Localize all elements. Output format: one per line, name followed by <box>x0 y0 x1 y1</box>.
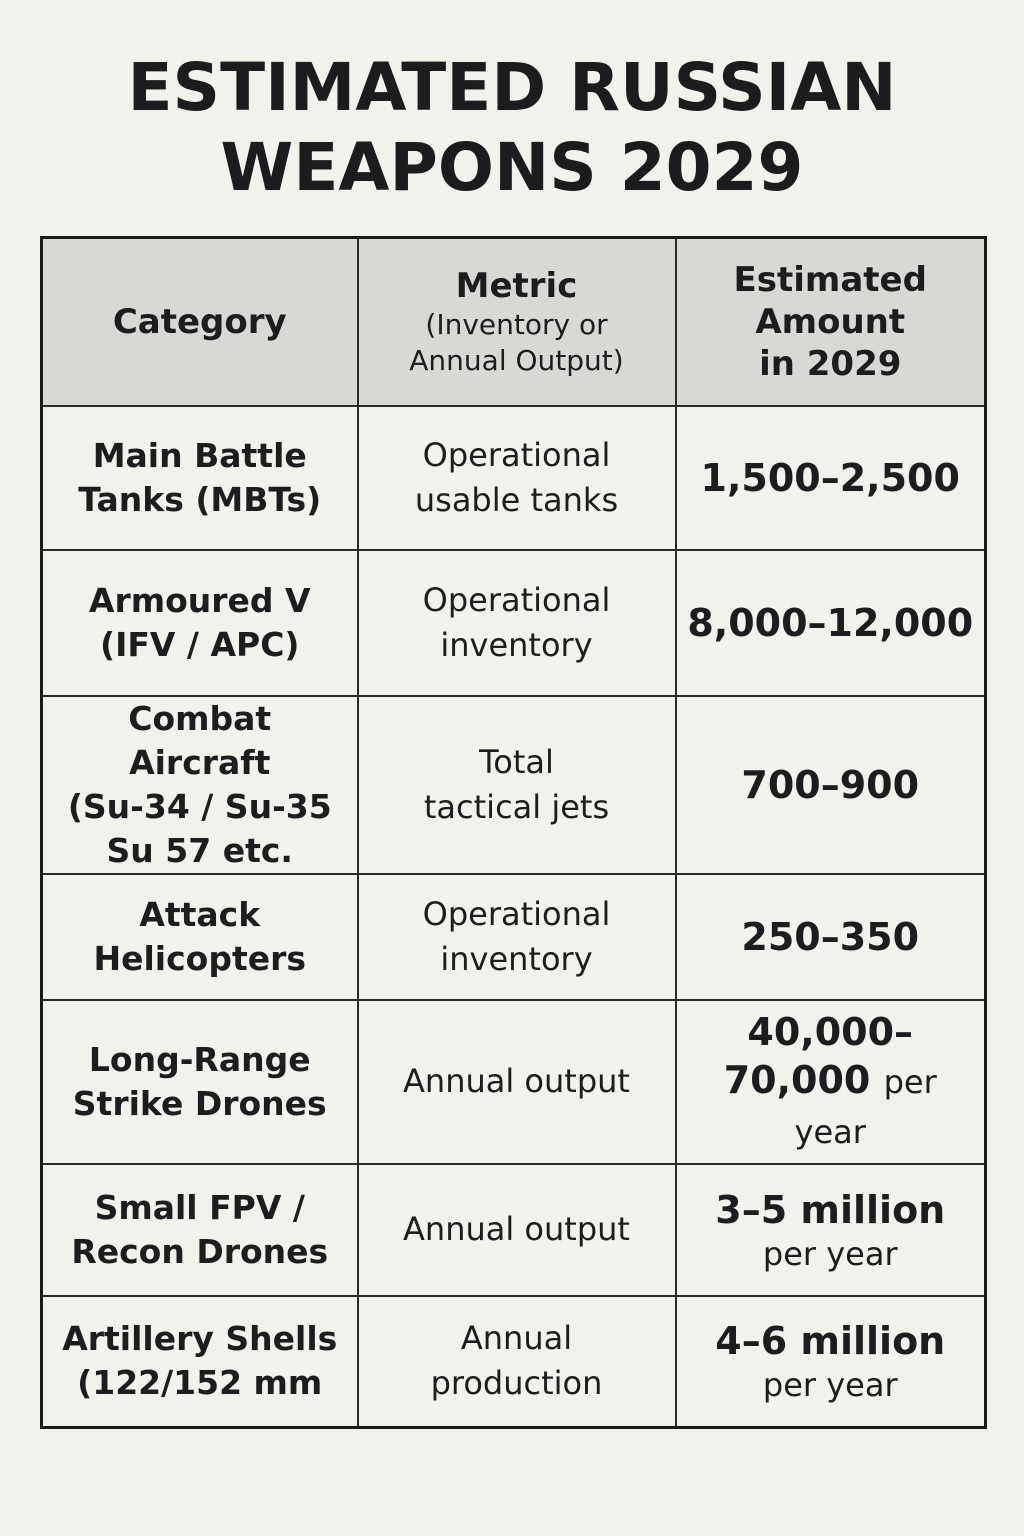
header-metric-sub-2: Annual Output) <box>409 343 624 377</box>
metric-cell <box>358 1000 676 1164</box>
header-metric-sub-1: (Inventory or <box>425 307 608 341</box>
metric-line: tactical jets <box>423 787 610 826</box>
amount-value: 4–6 million <box>715 1319 946 1364</box>
header-amount <box>676 238 986 406</box>
amount-cell <box>676 1296 986 1428</box>
header-category-label: Category <box>112 301 287 342</box>
category-line: (122/152 mm <box>77 1363 323 1403</box>
amount-value: 3–5 million <box>715 1187 946 1232</box>
amount-cell <box>676 406 986 550</box>
category-line: Attack <box>139 894 261 934</box>
metric-cell <box>358 1296 676 1428</box>
table-row <box>42 550 986 696</box>
amount-cell <box>676 1000 986 1164</box>
metric-cell <box>358 874 676 1000</box>
amount-value: 250–350 <box>741 914 920 959</box>
metric-line: inventory <box>440 625 593 664</box>
amount-unit: per year <box>794 1062 937 1151</box>
amount-value: 40,000– <box>747 1009 914 1054</box>
header-amount-line-2: Amount <box>755 301 906 342</box>
category-line: Recon Drones <box>71 1231 329 1271</box>
category-cell <box>42 696 358 874</box>
amount-cell <box>676 1164 986 1296</box>
table-row <box>42 1296 986 1428</box>
amount-unit: per year <box>762 1366 898 1405</box>
amount-cell <box>676 550 986 696</box>
amount-value: 1,500–2,500 <box>700 455 960 500</box>
category-cell <box>42 1000 358 1164</box>
header-metric-label: Metric <box>455 265 578 306</box>
category-line: Main Battle <box>92 435 307 475</box>
category-cell <box>42 1164 358 1296</box>
category-line: Long-Range <box>88 1039 311 1079</box>
category-line: (Su-34 / Su-35 <box>67 786 332 826</box>
header-amount-line-3: in 2029 <box>759 343 902 384</box>
header-metric <box>358 238 676 406</box>
metric-line: Operational <box>422 580 611 619</box>
amount-value: 700–900 <box>741 762 920 807</box>
amount-unit: per year <box>762 1234 898 1273</box>
metric-cell <box>358 550 676 696</box>
header-amount-line-1: Estimated <box>733 259 927 300</box>
metric-line: Operational <box>422 435 611 474</box>
table-row <box>42 406 986 550</box>
category-line: Su 57 etc. <box>106 830 293 870</box>
category-line: Strike Drones <box>72 1083 327 1123</box>
category-cell <box>42 406 358 550</box>
category-line: Artillery Shells <box>62 1319 338 1359</box>
metric-cell <box>358 1164 676 1296</box>
amount-value: 8,000–12,000 <box>687 600 974 645</box>
weapons-table <box>40 236 987 1429</box>
page-title-line-1: ESTIMATED RUSSIAN <box>127 49 897 126</box>
table-header-row <box>42 238 986 406</box>
category-cell <box>42 874 358 1000</box>
metric-cell <box>358 406 676 550</box>
metric-line: Annual output <box>403 1062 630 1100</box>
category-line: Armoured V <box>88 580 311 620</box>
metric-line: usable tanks <box>414 480 619 519</box>
table-row <box>42 696 986 874</box>
metric-line: inventory <box>440 939 593 978</box>
amount-cell <box>676 874 986 1000</box>
table-row <box>42 1164 986 1296</box>
category-line: Small FPV / <box>94 1187 305 1227</box>
metric-line: Total <box>479 742 554 781</box>
amount-cell <box>676 696 986 874</box>
category-line: Helicopters <box>93 938 307 978</box>
table-row <box>42 1000 986 1164</box>
metric-line: Operational <box>422 894 611 933</box>
category-line: (IFV / APC) <box>100 624 300 664</box>
metric-cell <box>358 696 676 874</box>
table-row <box>42 874 986 1000</box>
header-category <box>42 238 358 406</box>
category-cell <box>42 1296 358 1428</box>
category-cell <box>42 550 358 696</box>
metric-line: production <box>430 1364 603 1403</box>
metric-line: Annual output <box>403 1210 630 1248</box>
page-title-line-2: WEAPONS 2029 <box>220 129 804 206</box>
category-line: Combat Aircraft <box>128 698 272 782</box>
category-line: Tanks (MBTs) <box>78 479 322 519</box>
amount-value-2: 70,000 <box>723 1057 871 1102</box>
metric-line: Annual <box>460 1319 573 1358</box>
page-title <box>0 48 1024 208</box>
